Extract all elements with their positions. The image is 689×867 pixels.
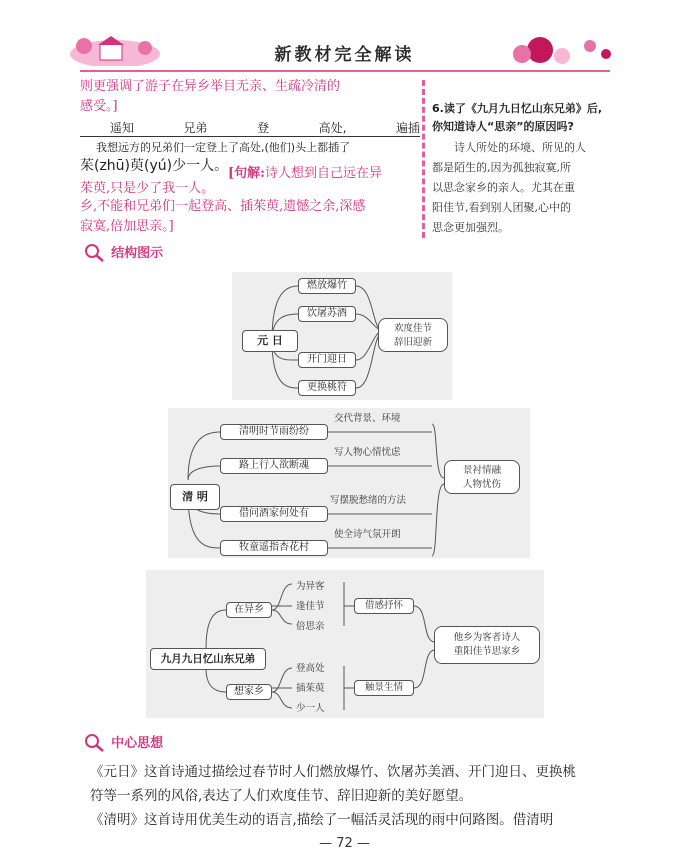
answer-line: 阳佳节,看到别人团聚,心中的 (432, 201, 571, 214)
sum-text: 触景生情 (364, 682, 403, 693)
question-line: 6.读了《九月九日忆山东兄弟》后, (432, 102, 603, 115)
answer-line: 诗人所处的环境、所见的人 (454, 141, 586, 154)
diagram-yuanri-main: 元 日 (242, 330, 298, 352)
answer (432, 138, 612, 238)
summary-line: 人物忧伤 (462, 479, 501, 490)
diagram-qingming-note: 写摆脱愁绪的方法 (330, 495, 407, 506)
page-number: — 72 — (319, 836, 370, 851)
section-title: 中心思想 (111, 736, 164, 751)
diagram-qingming-item: 借问酒家何处有 (220, 506, 328, 522)
diagram-yuanri-item: 燃放爆竹 (298, 278, 356, 294)
annotation-text: 诗人想到自己远在异 (264, 166, 382, 181)
magnifier-icon (84, 733, 106, 753)
note-line-4: 寂寞,倍加思亲。] (80, 219, 174, 234)
summary-line: 重阳佳节思家乡 (453, 646, 521, 657)
column-divider (422, 80, 425, 238)
diagram-yuanri-item: 开门迎日 (298, 352, 356, 368)
header-rule (80, 70, 610, 72)
section-structure (84, 242, 163, 263)
diagram-jiuyue-item: 为异客 (296, 581, 325, 592)
diagram-qingming-item: 清明时节雨纷纷 (220, 424, 328, 440)
answer-line: 都是陌生的,因为孤独寂寞,所 (432, 161, 571, 174)
diagram-jiuyue-branch: 在异乡 (226, 602, 272, 618)
section-title: 结构图示 (111, 246, 164, 261)
central-line: 《元日》这首诗通过描绘过春节时人们燃放爆竹、饮屠苏美酒、开门迎日、更换桃 (90, 764, 576, 780)
summary-line: 他乡为客者诗人 (453, 632, 521, 643)
diagram-jiuyue-sum (354, 598, 414, 614)
gloss-word: 登 (257, 121, 270, 135)
note-line-3: 乡,不能和兄弟们一起登高、插茱萸,遗憾之余,深感 (80, 199, 366, 214)
diagram-qingming-main: 清 明 (170, 484, 220, 510)
question (432, 100, 602, 136)
answer-line: 思念更加强烈。 (432, 221, 509, 234)
diagram-jiuyue-item: 逢佳节 (296, 601, 325, 612)
diagram-jiuyue-item: 插茱萸 (296, 683, 325, 694)
answer-line: 以思念家乡的亲人。尤其在重 (432, 181, 575, 194)
diagram-yuanri-item: 更换桃符 (298, 380, 356, 396)
gloss-translation: 我想远方的兄弟们一定登上了高处,(他们)头上都插了 (80, 136, 420, 158)
magnifier-icon (84, 243, 106, 263)
diagram-jiuyue-item: 倍思亲 (296, 621, 325, 632)
translation-line: 茱萸,只是少了我一人。 (80, 181, 215, 196)
sum-text: 借感抒怀 (364, 600, 403, 611)
summary-line: 景衬情融 (462, 465, 501, 476)
gloss-word: 高处, (318, 121, 347, 135)
diagram-jiuyue-item: 登高处 (296, 663, 325, 674)
diagram-jiuyue-main: 九月九日忆山东兄弟 (150, 648, 266, 670)
summary-line: 欢度佳节 (393, 323, 432, 334)
question-line: 你知道诗人“思亲”的原因吗? (432, 120, 574, 133)
diagram-qingming-item: 路上行人欲断魂 (220, 458, 328, 474)
section-central (84, 732, 163, 753)
diagram-jiuyue-sum (354, 680, 414, 696)
gloss-word: 遍插 (395, 121, 420, 135)
gloss-word: 兄弟 (183, 121, 208, 135)
diagram-qingming-note: 交代背景、环境 (334, 413, 401, 424)
annotation-tag: [句解: (228, 166, 265, 181)
annotation (228, 163, 382, 184)
diagram-qingming-summary (444, 460, 520, 494)
header-title: 新教材完全解读 (274, 45, 415, 65)
diagram-yuanri-summary (378, 318, 448, 352)
diagram-qingming-item: 牧童遥指杏花村 (220, 540, 328, 556)
central-paragraph-1 (90, 760, 620, 808)
diagram-yuanri-item: 饮屠苏酒 (298, 306, 356, 322)
note-line-2: 感受。] (80, 99, 118, 114)
central-paragraph-2: 《清明》这首诗用优美生动的语言,描绘了一幅活灵活现的雨中问路图。借清明 (90, 812, 554, 828)
poem-line: 茱(zhū)萸(yú)少一人。 (80, 158, 229, 174)
diagram-qingming-note: 使全诗气氛开朗 (334, 529, 401, 540)
diagram-jiuyue-branch: 想家乡 (226, 684, 272, 700)
summary-line: 辞旧迎新 (393, 337, 432, 348)
diagram-qingming-note: 写人物心情忧虑 (334, 447, 401, 458)
diagram-jiuyue-item: 少一人 (296, 703, 325, 714)
central-line: 符等一系列的风俗,表达了人们欢度佳节、辞旧迎新的美好愿望。 (90, 788, 473, 804)
gloss-word: 遥知 (110, 121, 135, 135)
diagram-jiuyue-summary (434, 626, 540, 664)
note-line-1: 则更强调了游子在异乡举目无亲、生疏冷清的 (80, 79, 341, 94)
